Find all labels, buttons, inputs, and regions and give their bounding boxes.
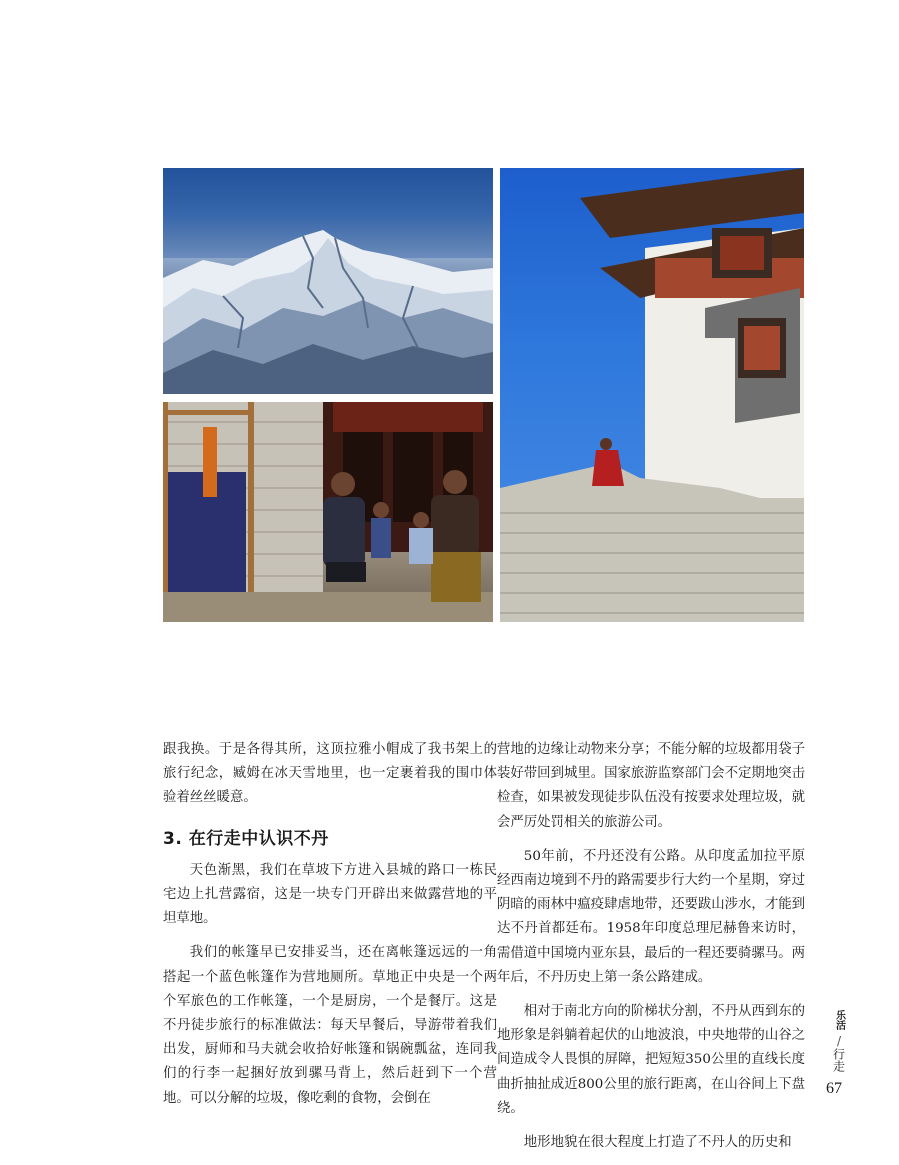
monastery-photo	[500, 168, 804, 622]
paragraph: 营地的边缘让动物来分享；不能分解的垃圾都用袋子装好带回到城里。国家旅游监察部门会不定期地突击检查，如果被发现徒步队伍没有按要求处理垃圾，就会严厉处罚相关的旅游公司。	[497, 742, 805, 830]
page-number: 67	[826, 1080, 842, 1097]
snowy-mountain-photo	[163, 168, 493, 394]
mountain-illustration	[163, 168, 493, 394]
paragraph: 天色渐黑，我们在草坡下方进入县城的路口一栋民宅边上扎营露宿，这是一块专门开辟出来做露营地的平坦草地。	[163, 862, 497, 927]
family-illustration	[163, 402, 493, 622]
magazine-name: 乐活	[833, 1010, 845, 1030]
paragraph: 50年前，不丹还没有公路。从印度孟加拉平原经西南边境到不丹的路需要步行大约一个星期，穿过阴暗的雨林中瘟疫肆虐地带，还要跋山涉水，才能到达不丹首都廷布。1958年印度总理尼赫鲁来访时，需借道中国境内亚东县，最后的一程还要骑骡马。两年后，不丹历史上第一条公路建成。	[497, 848, 805, 985]
paragraph: 相对于南北方向的阶梯状分割，不丹从西到东的地形象是斜躺着起伏的山地波浪，中央地带的山谷之间造成令人畏惧的屏障，把短短350公里的直线长度曲折抽扯成近800公里的旅行距离，在山谷间上下盘绕。	[497, 1004, 805, 1116]
section-name: 行走	[831, 1048, 846, 1072]
article-column-right	[497, 738, 805, 1165]
paragraph: 跟我换。于是各得其所，这顶拉雅小帽成了我书架上的旅行纪念，臧姆在冰天雪地里，也一定裹着我的围巾体验着丝丝暖意。	[163, 742, 497, 806]
article-column-left	[163, 738, 497, 1121]
monastery-illustration	[500, 168, 804, 622]
paragraph: 我们的帐篷早已安排妥当，还在离帐篷远远的一角搭起一个蓝色帐篷作为营地厕所。草地正中央是一个两个军旅色的工作帐篷，一个是厨房，一个是餐厅。这是不丹徒步旅行的标准做法：每天早餐后，导游带着我们出发，厨师和马夫就会收拾好帐篷和锅碗瓢盆，连同我们的行李一起捆好放到骡马背上，然后赶到下一个营地。可以分解的垃圾，像吃剩的食物，会倒在	[163, 945, 497, 1106]
folio-separator: /	[836, 1034, 842, 1048]
family-photo	[163, 402, 493, 622]
paragraph: 地形地貌在很大程度上打造了不丹人的历史和	[523, 1135, 792, 1151]
running-footer	[826, 1010, 852, 1076]
section-heading: 3. 在行走中认识不丹	[163, 828, 329, 849]
